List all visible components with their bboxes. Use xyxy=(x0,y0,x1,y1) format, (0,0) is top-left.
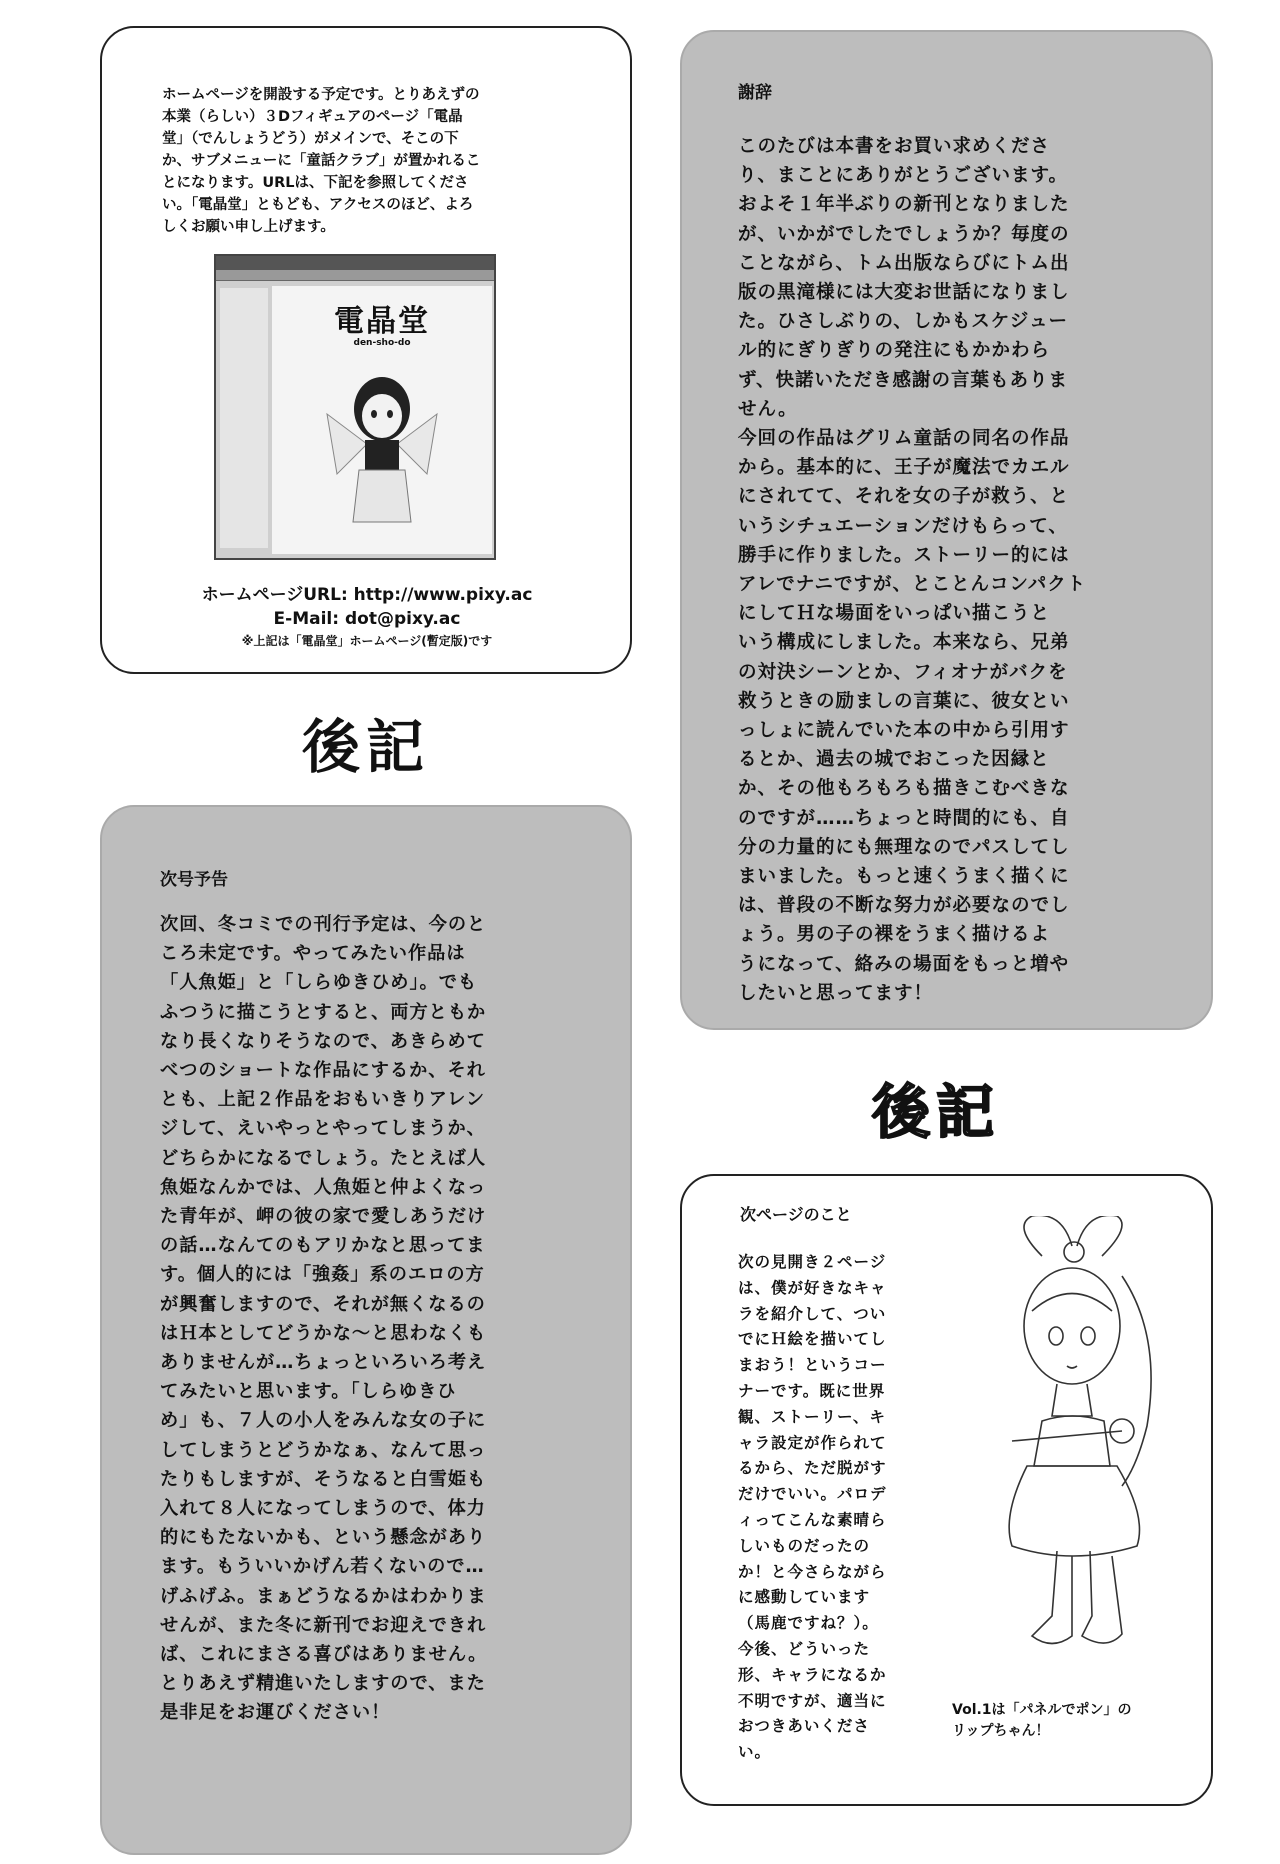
screenshot-subtitle: den-sho-do xyxy=(353,338,411,348)
screenshot-figure-illustration xyxy=(307,354,457,524)
next-page-caption: Vol.1は「パネルでポン」の リップちゃん！ xyxy=(952,1702,1132,1739)
screenshot-sidebar xyxy=(220,288,268,548)
screenshot-page xyxy=(272,286,492,554)
next-issue-preview-box xyxy=(100,805,632,1855)
next-page-title: 次ページのこと xyxy=(740,1205,852,1224)
afterword-heading: 後記 xyxy=(302,713,431,781)
homepage-note: ※上記は「電晶堂」ホームページ(暫定版)です xyxy=(241,634,493,648)
screenshot-menubar xyxy=(216,270,494,281)
character-sketch-illustration xyxy=(972,1216,1182,1686)
preview-body: 次回、冬コミでの刊行予定は、今のと ころ未定です。やってみたい作品は 「人魚姫」と「しらゆきひめ」。でも ふつうに描こうとすると、両方ともか なり長くなりそうなので、あきらめて べつのショートな作品にするか、それ とも、上記２作品をおもいきりアレン ジして、えいやっとやってしまうか、 どちらかになるでしょう。たとえば人 魚姫なんかでは、人魚姫と仲よくなっ た青年が、岬の彼の家で愛しあうだけ の話…なんてのもアリかなと思ってま す。個人的には「強姦」系のエロの方 が興奮しますので、それが無くなるの はＨ本としてどうかな〜と思わなくも ありませんが…ちょっといろいろ考え てみたいと思います。「しらゆきひ め」も、７人の小人をみんな女の子に してしまうとどうかなぁ、なんて思っ たりもしますが、そうなると白雪姫も 入れて８人になってしまうので、体力 的にもたないかも、という懸念があり ます。もういいかげん若くないので… げふげふ。まぁどうなるかはわかりま せんが、また冬に新刊でお迎えできれ ば、これにまさる喜びはありません。 とりあえず精進いたしますので、また 是非足をお運びください！ xyxy=(160,914,488,1724)
homepage-text: ホームページを開設する予定です。とりあえずの 本業（らしい）３Dフィギュアのページ「電晶 堂」（でんしょうどう）がメインで、そこの下 か、サブメニューに「童話クラブ」が置かれるこ とになります。URLは、下記を参照してくださ い。「電晶堂」ともども、アクセスのほど、よろ しくお願い申し上げます。 xyxy=(162,87,481,235)
preview-title: 次号予告 xyxy=(160,870,228,890)
homepage-box xyxy=(100,26,632,674)
homepage-url: ホームページURL: http://www.pixy.ac xyxy=(201,585,533,605)
screenshot-titlebar xyxy=(216,256,494,270)
thanks-box xyxy=(680,30,1213,1030)
homepage-email: E-Mail: dot@pixy.ac xyxy=(273,609,461,629)
thanks-title: 謝辞 xyxy=(738,83,772,103)
homepage-screenshot xyxy=(214,254,496,560)
screenshot-logo: 電晶堂 xyxy=(334,304,430,339)
afterword-heading-outline: 後記 xyxy=(872,1078,1001,1146)
thanks-body: このたびは本書をお買い求めくださ り、まことにありがとうございます。 およそ１年半ぶりの新刊となりました が、いかがでしたでしょうか？毎度の ことながら、トム出版ならびにトム出 版の黒滝様には大変お世話になりまし た。ひさしぶりの、しかもスケジュー ル的にぎりぎりの発注にもかかわら ず、快諾いただき感謝の言葉もありま せん。 今回の作品はグリム童話の同名の作品 から。基本的に、王子が魔法でカエル にされてて、それを女の子が救う、と いうシチュエーションだけもらって、 勝手に作りました。ストーリー的には アレでナニですが、とことんコンパクト にしてＨな場面をいっぱい描こうと いう構成にしました。本来なら、兄弟 の対決シーンとか、フィオナがバクを 救うときの励ましの言葉に、彼女とい っしょに読んでいた本の中から引用す るとか、過去の城でおこった因縁と か、その他もろもろも描きこむべきな のですが……ちょっと時間的にも、自 分の力量的にも無理なのでパスしてし まいました。もっと速くうまく描くに は、普段の不断な努力が必要なのでし ょう。男の子の裸をうまく描けるよ うになって、絡みの場面をもっと増や したいと思ってます！ xyxy=(738,136,1087,1004)
next-page-body: 次の見開き２ページ は、僕が好きなキャ ラを紹介して、つい でにＨ絵を描いてし まおう！というコー ナーです。既に世界 観、ストーリー、キ ャラ設定が作られて るから、ただ脱がす だけでいい。パロデ ィってこんな素晴ら しいものだったの か！と今さらながら に感動しています （馬鹿ですね？）。 今後、どういった 形、キャラになるか 不明ですが、適当に おつきあいくださ い。 xyxy=(738,1253,887,1762)
next-page-box xyxy=(680,1174,1213,1806)
